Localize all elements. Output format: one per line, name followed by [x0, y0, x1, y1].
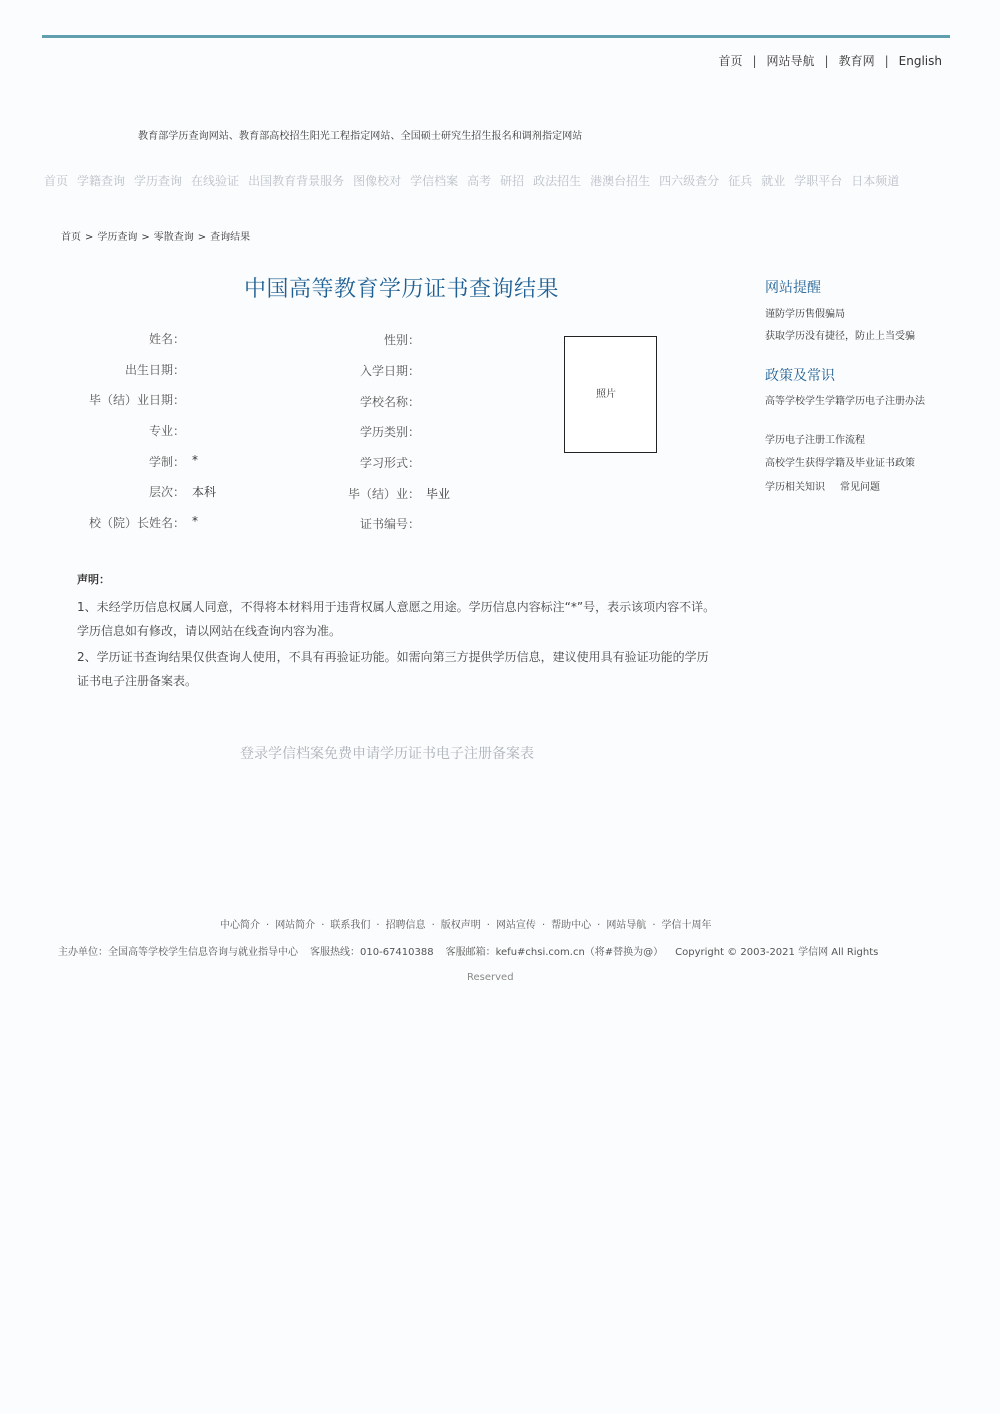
footer-link[interactable]: 中心简介 — [220, 920, 260, 931]
top-nav — [718, 52, 942, 69]
field-label-certificate-no: 证书编号： — [359, 517, 420, 531]
top-link-english[interactable]: English — [898, 54, 942, 68]
footer-org: 主办单位：全国高等学校学生信息咨询与就业指导中心 — [58, 947, 298, 958]
nav-item[interactable]: 首页 — [44, 174, 69, 188]
site-slogan: 教育部学历查询网站、教育部高校招生阳光工程指定网站、全国硕士研究生招生报名和调剂指定网站 — [138, 131, 583, 142]
top-link-edu[interactable]: 教育网 — [838, 54, 875, 68]
footer-separator: · — [541, 920, 546, 931]
footer-link[interactable]: 网站导航 — [606, 920, 647, 931]
field-label-major: 专业： — [148, 424, 185, 438]
nav-item[interactable]: 征兵 — [728, 174, 753, 188]
footer-copyright: Copyright © 2003-2021 学信网 All Rights — [675, 947, 879, 958]
nav-item[interactable]: 学籍查询 — [77, 174, 126, 188]
page-title: 中国高等教育学历证书查询结果 — [244, 277, 560, 302]
nav-item[interactable]: 研招 — [500, 174, 525, 188]
field-label-degree-type: 学历类别： — [359, 425, 420, 439]
separator: | — [752, 54, 757, 68]
footer-separator: · — [321, 920, 325, 931]
footer-link[interactable]: 招聘信息 — [385, 920, 426, 931]
footer-link[interactable]: 网站简介 — [275, 920, 316, 931]
footer-separator: · — [486, 920, 490, 931]
header-divider — [42, 35, 950, 38]
field-label-level: 层次： — [148, 485, 185, 499]
sidebar-policy-title: 政策及常识 — [765, 368, 835, 384]
footer-info — [58, 943, 890, 958]
field-value-level: 本科 — [192, 485, 217, 499]
footer-link[interactable]: 版权声明 — [440, 920, 481, 931]
field-value-president: * — [192, 514, 198, 528]
breadcrumb — [61, 228, 250, 243]
sidebar-reminder-link[interactable]: 获取学历没有捷径，防止上当受骗 — [765, 331, 915, 342]
sidebar-reminder-title: 网站提醒 — [765, 280, 821, 296]
nav-item[interactable]: 就业 — [761, 174, 786, 188]
breadcrumb-separator: > — [141, 232, 150, 243]
field-label-gender: 性别： — [383, 333, 420, 347]
breadcrumb-separator: > — [197, 232, 207, 243]
nav-item[interactable]: 图像校对 — [353, 174, 402, 188]
nav-item[interactable]: 高考 — [467, 174, 492, 188]
nav-item[interactable]: 在线验证 — [191, 174, 240, 188]
field-label-president: 校（院）长姓名： — [88, 516, 185, 530]
separator: | — [824, 54, 829, 68]
field-label-study-mode: 学习形式： — [359, 456, 420, 470]
separator: | — [884, 54, 889, 68]
nav-item[interactable]: 日本频道 — [851, 174, 900, 188]
nav-item[interactable]: 出国教育背景服务 — [248, 174, 345, 188]
photo-label: 照片 — [596, 389, 616, 400]
breadcrumb-degree-query[interactable]: 学历查询 — [97, 232, 138, 243]
nav-item[interactable]: 学历查询 — [134, 174, 183, 188]
photo-frame — [564, 336, 657, 453]
footer-links — [220, 916, 712, 931]
breadcrumb-home[interactable]: 首页 — [61, 232, 81, 243]
footer-email: 客服邮箱：kefu#chsi.com.cn（将#替换为@） — [445, 947, 664, 958]
footer-separator: · — [431, 920, 435, 931]
field-label-graduation-status: 毕（结）业： — [347, 487, 420, 501]
sidebar-policy-link[interactable]: 高等学校学生学籍学历电子注册办法 — [765, 396, 925, 407]
footer-link[interactable]: 联系我们 — [330, 920, 371, 931]
field-value-graduation-status: 毕业 — [426, 487, 451, 501]
declaration-paragraph-2: 2、学历证书查询结果仅供查询人使用，不具有再验证功能。如需向第三方提供学历信息，建议使用具有验证功能的学历证书电子注册备案表。 — [77, 650, 709, 688]
breadcrumb-separator: > — [85, 232, 94, 243]
footer-hotline: 客服热线：010-67410388 — [310, 947, 434, 958]
nav-item[interactable]: 四六级查分 — [659, 174, 720, 188]
declaration-paragraph-1: 1、未经学历信息权属人同意，不得将本材料用于违背权属人意愿之用途。学历信息内容标注“*”号，表示该项内容不详。学历信息如有修改，请以网站在线查询内容为准。 — [77, 600, 716, 638]
nav-item[interactable]: 学职平台 — [794, 174, 843, 188]
nav-item[interactable]: 港澳台招生 — [590, 174, 651, 188]
top-link-home[interactable]: 首页 — [718, 54, 743, 68]
sidebar-policy-link[interactable]: 学历相关知识 — [765, 482, 825, 493]
top-link-sitemap[interactable]: 网站导航 — [766, 54, 815, 68]
footer-link[interactable]: 学信十周年 — [661, 920, 712, 931]
field-label-school: 学校名称： — [359, 395, 420, 409]
footer-separator: · — [652, 920, 656, 931]
breadcrumb-current: 查询结果 — [210, 232, 251, 243]
footer-separator: · — [376, 920, 380, 931]
footer-reserved: Reserved — [467, 972, 514, 983]
field-value-duration: * — [192, 453, 198, 467]
declaration-title: 声明： — [77, 573, 110, 586]
field-label-enroll-date: 入学日期： — [359, 364, 420, 378]
footer-separator: · — [597, 920, 601, 931]
sidebar-policy-link[interactable]: 高校学生获得学籍及毕业证书政策 — [765, 458, 915, 469]
field-label-name: 姓名： — [148, 332, 185, 346]
nav-item[interactable]: 学信档案 — [410, 174, 459, 188]
sidebar-policy-link[interactable]: 学历电子注册工作流程 — [765, 435, 865, 446]
footer-link[interactable]: 帮助中心 — [551, 920, 592, 931]
nav-item[interactable]: 政法招生 — [533, 174, 582, 188]
main-nav — [44, 172, 908, 189]
footer-separator: · — [266, 920, 270, 931]
sidebar-reminder-link[interactable]: 谨防学历售假骗局 — [765, 309, 845, 320]
field-label-graduation-date: 毕（结）业日期： — [88, 393, 185, 407]
apply-record-link[interactable]: 登录学信档案免费申请学历证书电子注册备案表 — [240, 746, 534, 762]
field-label-duration: 学制： — [148, 455, 185, 469]
field-label-birthdate: 出生日期： — [124, 363, 185, 377]
sidebar-policy-link[interactable]: 常见问题 — [840, 482, 880, 493]
footer-link[interactable]: 网站宣传 — [495, 920, 536, 931]
breadcrumb-single-query[interactable]: 零散查询 — [153, 232, 194, 243]
